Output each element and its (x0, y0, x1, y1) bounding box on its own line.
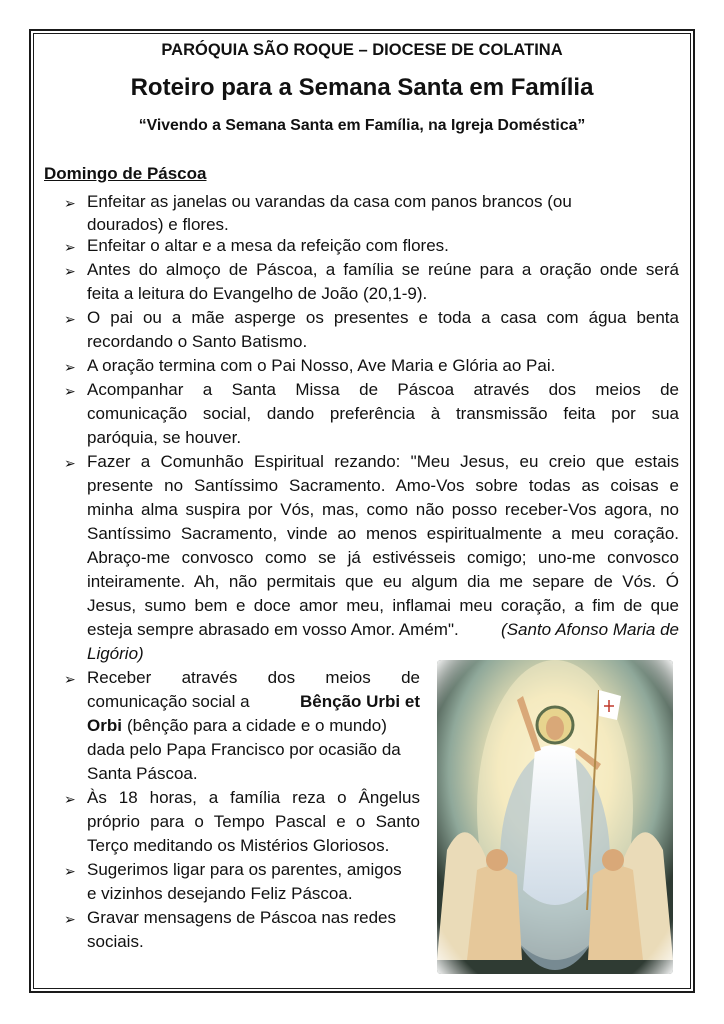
list-item-line: paróquia, se houver. (87, 428, 242, 447)
list-item-line: Acompanhar a Santa Missa de Páscoa através dos meios de (87, 380, 679, 399)
list-item-line: e vizinhos desejando Feliz Páscoa. (87, 884, 353, 903)
bullet-icon: ➢ (64, 671, 76, 687)
bullet-icon: ➢ (64, 263, 76, 279)
list-item-line: Abraço-me convosco como se já estivésseis comigo; uno-me convosco (87, 548, 679, 567)
bullet-icon: ➢ (64, 195, 76, 211)
bullet-icon: ➢ (64, 791, 76, 807)
attribution-text: Ligório) (87, 644, 144, 663)
list-item-line (87, 716, 420, 736)
bullet-icon: ➢ (64, 455, 76, 471)
list-item-line: dourados) e flores. (87, 215, 229, 234)
list-item-line: Enfeitar as janelas ou varandas da casa com panos brancos (ou (87, 192, 572, 211)
document-subtitle: “Vivendo a Semana Santa em Família, na Igreja Doméstica” (138, 117, 586, 134)
bullet-icon: ➢ (64, 239, 76, 255)
list-item-line: Sugerimos ligar para os parentes, amigos (87, 860, 402, 879)
attribution-text: (Santo Afonso Maria de (501, 620, 679, 639)
list-item-line: Santa Páscoa. (87, 764, 198, 783)
list-item-line: comunicação social, dando preferência à transmissão feita por sua (87, 404, 679, 423)
list-item-line-with-attribution (87, 620, 679, 640)
list-item-line: presente no Santíssimo Sacramento. Amo-Vos sobre todas as coisas e (87, 476, 679, 495)
list-item-line (87, 692, 420, 712)
list-item-line: próprio para o Tempo Pascal e o Santo (87, 812, 420, 831)
list-item-line: Jesus, sumo bem e doce amor meu, inflamai meu coração, a fim de que (87, 596, 679, 615)
bullet-icon: ➢ (64, 311, 76, 327)
list-item-line: Receber através dos meios de (87, 668, 420, 687)
bullet-icon: ➢ (64, 359, 76, 375)
bullet-icon: ➢ (64, 383, 76, 399)
resurrection-painting (437, 660, 673, 974)
list-item-line: dada pelo Papa Francisco por ocasião da (87, 740, 401, 759)
list-item-line: recordando o Santo Batismo. (87, 332, 308, 351)
list-item-text: comunicação social a (87, 692, 250, 711)
document-title: Roteiro para a Semana Santa em Família (130, 74, 594, 101)
list-item-line: Enfeitar o altar e a mesa da refeição com flores. (87, 236, 449, 255)
list-item-line: sociais. (87, 932, 144, 951)
list-item-line: A oração termina com o Pai Nosso, Ave Maria e Glória ao Pai. (87, 356, 556, 375)
soft-edge-vignette (437, 660, 673, 974)
list-item-line: minha alma suspira por Vós, mas, como não posso receber-Vos agora, no (87, 500, 679, 519)
list-item-line: feita a leitura do Evangelho de João (20,1-9). (87, 284, 428, 303)
list-item-text: esteja sempre abrasado em vosso Amor. Amém". (87, 620, 459, 639)
bold-text: Orbi (87, 716, 122, 735)
list-item-line: Gravar mensagens de Páscoa nas redes (87, 908, 397, 927)
bold-text: Bênção Urbi et (300, 692, 420, 711)
list-item-line: Terço meditando os Mistérios Gloriosos. (87, 836, 390, 855)
bullet-icon: ➢ (64, 863, 76, 879)
list-item-line: Antes do almoço de Páscoa, a família se reúne para a oração onde será (87, 260, 679, 279)
bullet-icon: ➢ (64, 911, 76, 927)
list-item-line: Fazer a Comunhão Espiritual rezando: "Meu Jesus, eu creio que estais (87, 452, 679, 471)
list-item-line: Santíssimo Sacramento, vinde ao menos espiritualmente a meu coração. (87, 524, 679, 543)
list-item-line: inteiramente. Ah, não permitais que eu algum dia me separe de Vós. Ó (87, 572, 679, 591)
list-item-line: O pai ou a mãe asperge os presentes e toda a casa com água benta (87, 308, 679, 327)
parish-heading: PARÓQUIA SÃO ROQUE – DIOCESE DE COLATINA (161, 41, 563, 59)
list-item-line: Às 18 horas, a família reza o Ângelus (87, 788, 420, 807)
section-title: Domingo de Páscoa (44, 164, 207, 183)
list-item-text: (bênção para a cidade e o mundo) (126, 716, 387, 735)
resurrection-painting-icon (437, 660, 673, 974)
